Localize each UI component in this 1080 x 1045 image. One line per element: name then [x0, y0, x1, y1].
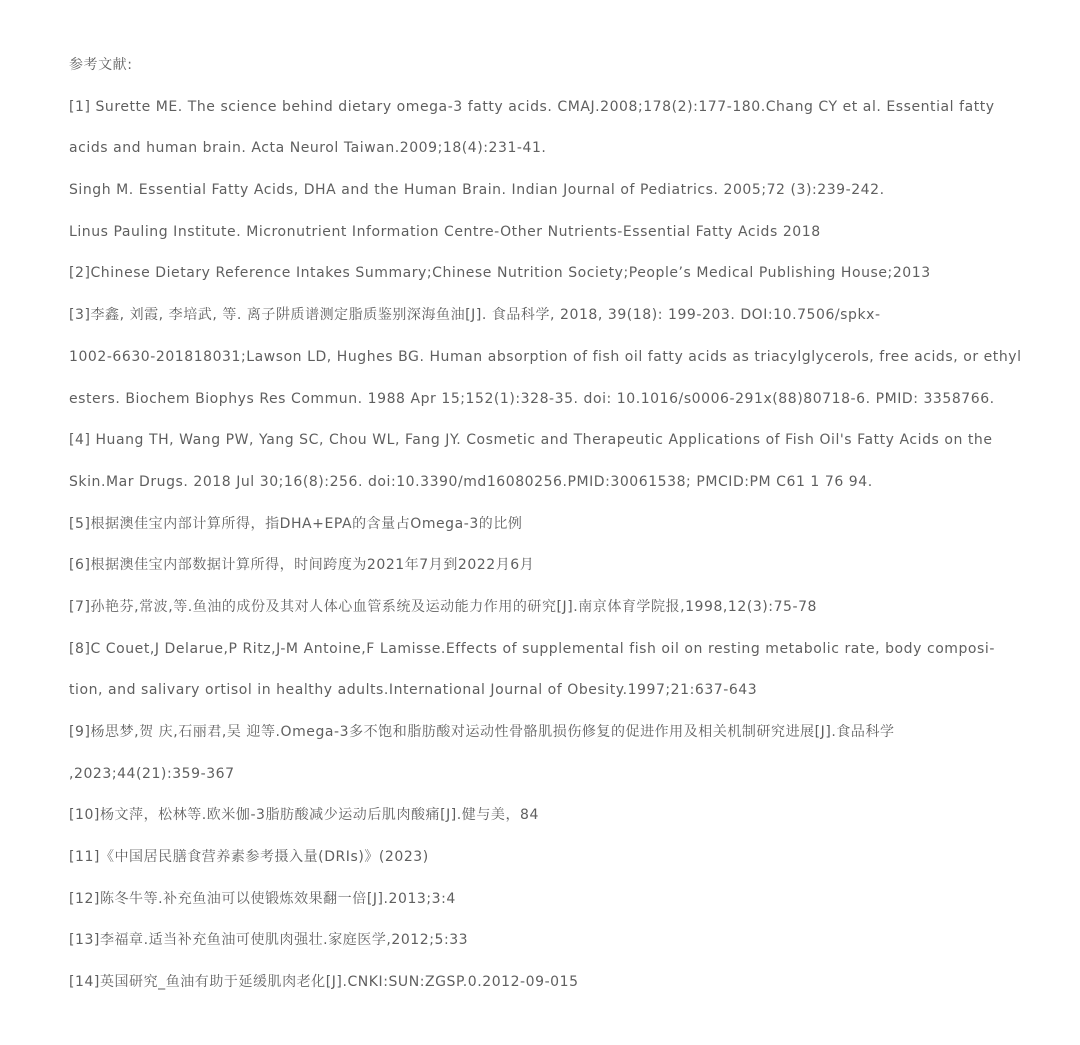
reference-line: 1002-6630-201818031;Lawson LD, Hughes BG. Human absorption of fish oil fatty acids as triacylglycerols, free acids, or ethyl [69, 348, 1022, 365]
references-heading: 参考文献: [69, 57, 133, 73]
reference-line: Skin.Mar Drugs. 2018 Jul 30;16(8):256. doi:10.3390/md16080256.PMID:30061538; PMCID:PM C61 1 76 94. [69, 473, 873, 490]
reference-line: esters. Biochem Biophys Res Commun. 1988 Apr 15;152(1):328-35. doi: 10.1016/s0006-291x(88)80718-6. PMID: 3358766. [69, 390, 995, 407]
reference-line: [9]杨思梦,贺 庆,石丽君,吴 迎等.Omega-3多不饱和脂肪酸对运动性骨骼肌损伤修复的促进作用及相关机制研究进展[J].食品科学 [69, 724, 895, 740]
reference-line: [13]李福章.适当补充鱼油可使肌肉强壮.家庭医学,2012;5:33 [69, 932, 469, 949]
reference-line: [11]《中国居民膳食营养素参考摄入量(DRIs)》(2023) [69, 849, 429, 866]
reference-line: ,2023;44(21):359-367 [69, 765, 235, 782]
reference-line: [2]Chinese Dietary Reference Intakes Summary;Chinese Nutrition Society;People’s Medical Publishing House;2013 [69, 265, 931, 282]
reference-line: [5]根据澳佳宝内部计算所得，指DHA+EPA的含量占Omega-3的比例 [69, 515, 523, 532]
references-section [69, 52, 1059, 1011]
reference-line: [14]英国研究_鱼油有助于延缓肌肉老化[J].CNKI:SUN:ZGSP.0.2012-09-015 [69, 974, 579, 991]
reference-line: [1] Surette ME. The science behind dietary omega-3 fatty acids. CMAJ.2008;178(2):177-180.Chang CY et al. Essential fatty [69, 98, 995, 115]
reference-line: [3]李鑫, 刘霞, 李培武, 等. 离子阱质谱测定脂质鉴别深海鱼油[J]. 食品科学, 2018, 39(18): 199-203. DOI:10.7506/spkx- [69, 307, 881, 324]
reference-line: [10]杨文萍，松林等.欧米伽-3脂肪酸减少运动后肌肉酸痛[J].健与美，84 [69, 807, 539, 824]
reference-line: [4] Huang TH, Wang PW, Yang SC, Chou WL, Fang JY. Cosmetic and Therapeutic Applications of Fish Oil's Fatty Acids on the [69, 432, 993, 449]
reference-line: acids and human brain. Acta Neurol Taiwan.2009;18(4):231-41. [69, 140, 547, 157]
reference-line: Singh M. Essential Fatty Acids, DHA and the Human Brain. Indian Journal of Pediatrics. 2005;72 (3):239-242. [69, 182, 885, 199]
reference-line: [7]孙艳芬,常波,等.鱼油的成份及其对人体心血管系统及运动能力作用的研究[J].南京体育学院报,1998,12(3):75-78 [69, 598, 818, 615]
reference-line: Linus Pauling Institute. Micronutrient Information Centre-Other Nutrients-Essential Fatty Acids 2018 [69, 223, 821, 240]
reference-line: [12]陈冬牛等.补充鱼油可以使锻炼效果翻一倍[J].2013;3:4 [69, 890, 456, 907]
reference-line: [6]根据澳佳宝内部数据计算所得，时间跨度为2021年7月到2022月6月 [69, 557, 535, 574]
reference-line: tion, and salivary ortisol in healthy adults.International Journal of Obesity.1997;21:637-643 [69, 682, 758, 699]
reference-line: [8]C Couet,J Delarue,P Ritz,J-M Antoine,F Lamisse.Effects of supplemental fish oil on resting metabolic rate, body composi- [69, 640, 995, 657]
